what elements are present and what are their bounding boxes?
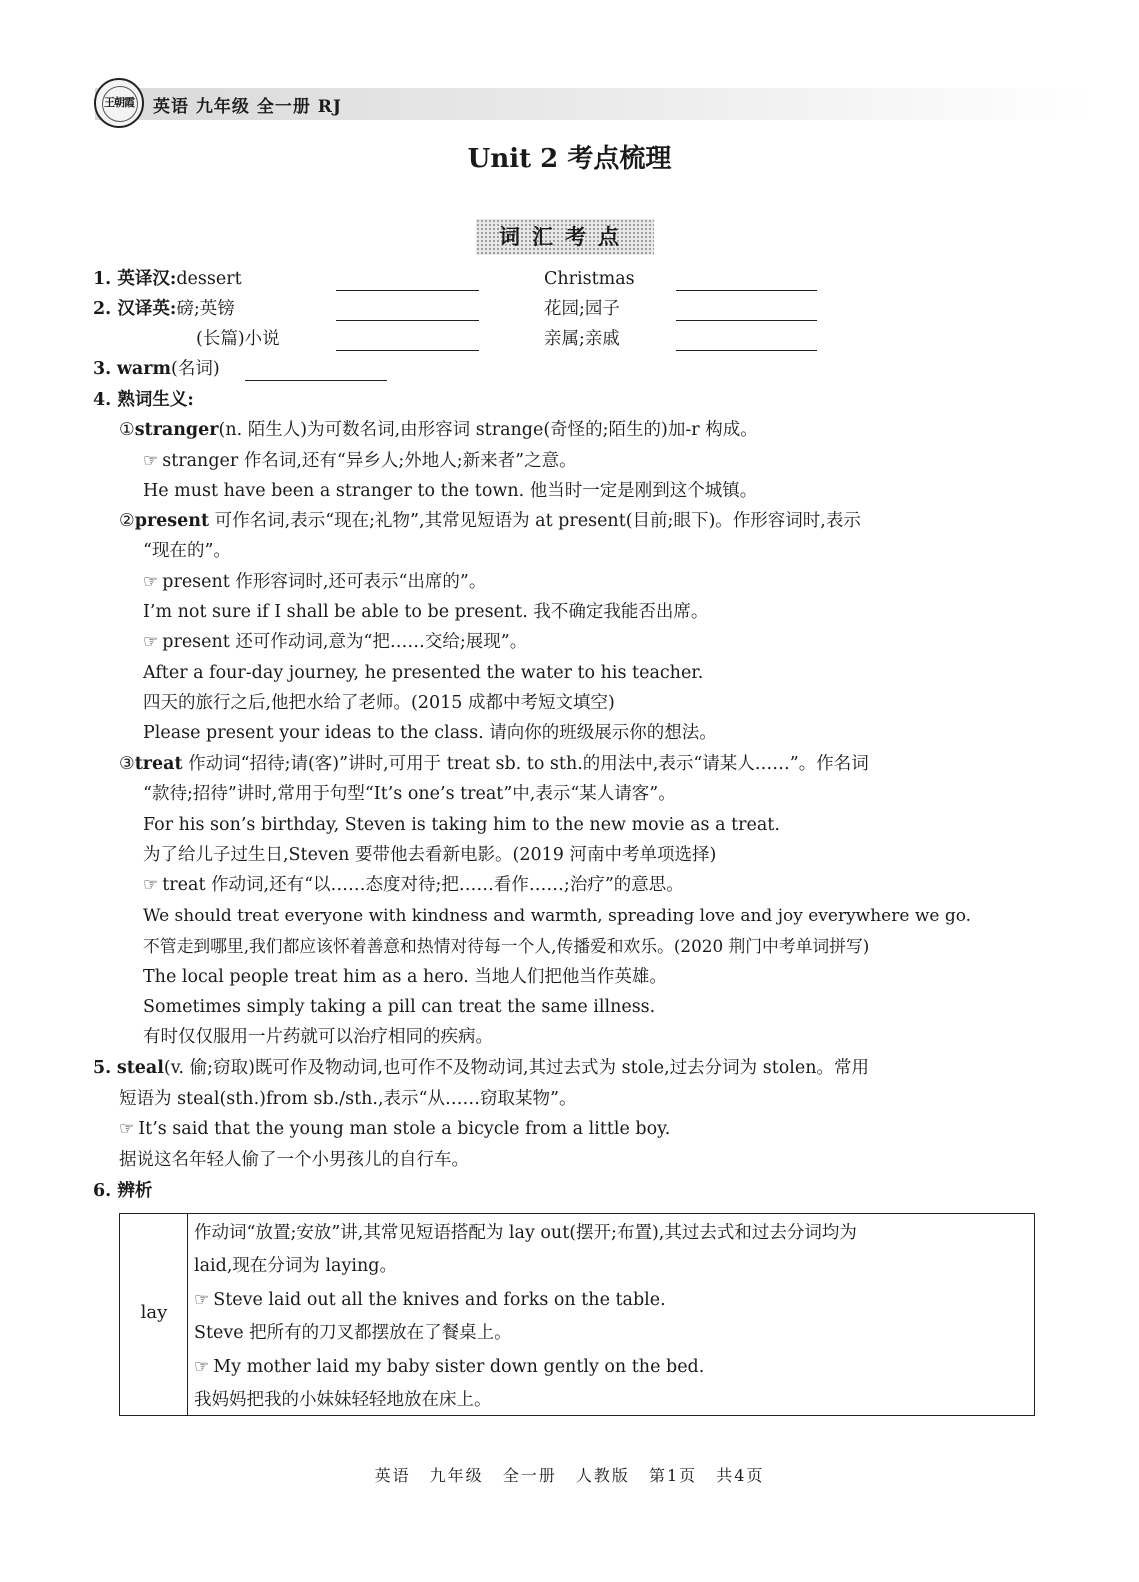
- q4-s2-num: ②: [119, 511, 135, 531]
- q5-line: [93, 1053, 869, 1083]
- q5-example-cn: 据说这名年轻人偷了一个小男孩儿的自行车。: [119, 1150, 469, 1170]
- section-heading: 词汇考点: [476, 219, 654, 255]
- note-text: present 作形容词时,还可表示“出席的”。: [162, 572, 487, 592]
- q4-s3-note: [143, 870, 684, 900]
- q1-row: [93, 264, 242, 294]
- q4-s2-example2: After a four-day journey, he presented the water to his teacher.: [143, 663, 704, 683]
- q4-s2-example3: Please present your ideas to the class. 请向你的班级展示你的想法。: [143, 723, 717, 743]
- table-word-cell: [120, 1214, 188, 1415]
- table-line2: laid,现在分词为 laying。: [194, 1256, 397, 1276]
- q4-s1-word: stranger: [134, 420, 219, 440]
- q4-s3-example1: For his son’s birthday, Steven is taking him to the new movie as a treat.: [143, 815, 780, 835]
- example-text: It’s said that the young man stole a bicycle from a little boy.: [138, 1119, 671, 1139]
- pointing-hand-icon: ☞: [194, 1290, 210, 1310]
- q2-blank3[interactable]: [336, 330, 479, 351]
- table-example2-cn: 我妈妈把我的小妹妹轻轻地放在床上。: [194, 1390, 492, 1410]
- page-footer: 英语 九年级 全一册 人教版 第1页 共4页: [374, 1466, 765, 1485]
- example-text: Steve laid out all the knives and forks on the table.: [213, 1290, 666, 1310]
- q3-word: warm: [116, 359, 171, 379]
- q4-s1-num: ①: [119, 420, 135, 440]
- header-text: 英语 九年级 全一册 RJ: [153, 97, 342, 117]
- q3-row: [93, 354, 220, 384]
- q4-s2-example2-cn: 四天的旅行之后,他把水给了老师。(2015 成都中考短文填空): [143, 693, 615, 713]
- q1-blank2[interactable]: [676, 270, 817, 291]
- pointing-hand-icon: ☞: [119, 1119, 135, 1139]
- q2-word2: 花园;园子: [544, 299, 620, 319]
- pointing-hand-icon: ☞: [143, 632, 159, 652]
- q4-s3-example4-cn: 有时仅仅服用一片药就可以治疗相同的疾病。: [143, 1027, 493, 1047]
- q1-word2: Christmas: [544, 269, 635, 289]
- page-title: Unit 2 考点梳理: [467, 144, 672, 174]
- q4-s2-rest: 可作名词,表示“现在;礼物”,其常见短语为 at present(目前;眼下)。作形容词时,表示: [209, 511, 861, 531]
- table-line1: 作动词“放置;安放”讲,其常见短语搭配为 lay out(摆开;布置),其过去式和过去分词均为: [194, 1223, 857, 1243]
- note-text: present 还可作动词,意为“把……交给;展现”。: [162, 632, 528, 652]
- q4-s1-example: He must have been a stranger to the town. 他当时一定是刚到这个城镇。: [143, 481, 758, 501]
- q4-s3-example1-cn: 为了给儿子过生日,Steven 要带他去看新电影。(2019 河南中考单项选择): [143, 845, 717, 865]
- q5-rest2: 短语为 steal(sth.)from sb./sth.,表示“从……窃取某物”。: [119, 1089, 577, 1109]
- q2-row: [93, 294, 235, 324]
- comparison-table: [119, 1213, 1035, 1416]
- logo-text: 王朝霞: [104, 96, 134, 109]
- q4-s2-rest2: “现在的”。: [143, 541, 231, 561]
- q2-word4: 亲属;亲戚: [544, 329, 620, 349]
- pointing-hand-icon: ☞: [194, 1357, 210, 1377]
- table-example1: [194, 1285, 666, 1315]
- q5-rest: (v. 偷;窃取)既可作及物动词,也可作不及物动词,其过去式为 stole,过去分词为 stolen。常用: [163, 1058, 869, 1078]
- q4-s3-word: treat: [134, 754, 183, 774]
- q3-rest: (名词): [171, 359, 220, 379]
- q4-s3-rest: 作动词“招待;请(客)”讲时,可用于 treat sb. to sth.的用法中,表示“请某人……”。作名词: [182, 754, 869, 774]
- q4-s1-note: [143, 446, 577, 476]
- q4-label: 4. 熟词生义:: [93, 390, 194, 410]
- q4-s3-example2-cn: 不管走到哪里,我们都应该怀着善意和热情对待每一个人,传播爱和欢乐。(2020 荆门中考单词拼写): [143, 936, 870, 956]
- q4-s2-example1: I’m not sure if I shall be able to be present. 我不确定我能否出席。: [143, 602, 709, 622]
- table-example2: [194, 1352, 704, 1382]
- q4-s2-note2: [143, 627, 527, 657]
- q1-blank1[interactable]: [336, 270, 479, 291]
- publisher-logo-icon: [94, 78, 144, 128]
- table-word: lay: [140, 1302, 168, 1323]
- q2-word1: 磅;英镑: [176, 299, 235, 319]
- q4-s3-num: ③: [119, 754, 135, 774]
- q4-s2-word: present: [134, 511, 210, 531]
- q4-s3-line: [119, 749, 869, 779]
- note-text: stranger 作名词,还有“异乡人;外地人;新来者”之意。: [162, 451, 577, 471]
- q4-s3-example4: Sometimes simply taking a pill can treat the same illness.: [143, 997, 656, 1017]
- q1-word1: dessert: [176, 269, 242, 289]
- note-text: treat 作动词,还有“以……态度对待;把……看作……;治疗”的意思。: [162, 875, 684, 895]
- q3-blank[interactable]: [245, 360, 387, 381]
- q6-label: 6. 辨析: [93, 1181, 153, 1201]
- q5-example: [119, 1114, 670, 1144]
- q2-blank1[interactable]: [336, 300, 479, 321]
- q4-s1-line: [119, 415, 758, 445]
- q4-s3-example2: We should treat everyone with kindness and warmth, spreading love and joy everywhere we go.: [143, 906, 972, 926]
- q4-s2-line: [119, 506, 861, 536]
- q4-s3-rest2: “款待;招待”讲时,常用于句型“It’s one’s treat”中,表示“某人请客”。: [143, 784, 676, 804]
- table-example1-cn: Steve 把所有的刀叉都摆放在了餐桌上。: [194, 1323, 512, 1343]
- q4-s2-note1: [143, 567, 486, 597]
- q3-num: 3.: [93, 359, 112, 379]
- q5-word: steal: [116, 1058, 164, 1078]
- q2-label: 2. 汉译英:: [93, 299, 177, 319]
- q1-label: 1. 英译汉:: [93, 269, 177, 289]
- pointing-hand-icon: ☞: [143, 875, 159, 895]
- pointing-hand-icon: ☞: [143, 572, 159, 592]
- q2-word3: (长篇)小说: [196, 329, 280, 349]
- pointing-hand-icon: ☞: [143, 451, 159, 471]
- q4-s1-rest: (n. 陌生人)为可数名词,由形容词 strange(奇怪的;陌生的)加-r 构成。: [218, 420, 758, 440]
- q2-blank2[interactable]: [676, 300, 817, 321]
- example-text: My mother laid my baby sister down gently on the bed.: [213, 1357, 705, 1377]
- q4-s3-example3: The local people treat him as a hero. 当地人们把他当作英雄。: [143, 967, 667, 987]
- q5-num: 5.: [93, 1058, 112, 1078]
- q2-blank4[interactable]: [676, 330, 817, 351]
